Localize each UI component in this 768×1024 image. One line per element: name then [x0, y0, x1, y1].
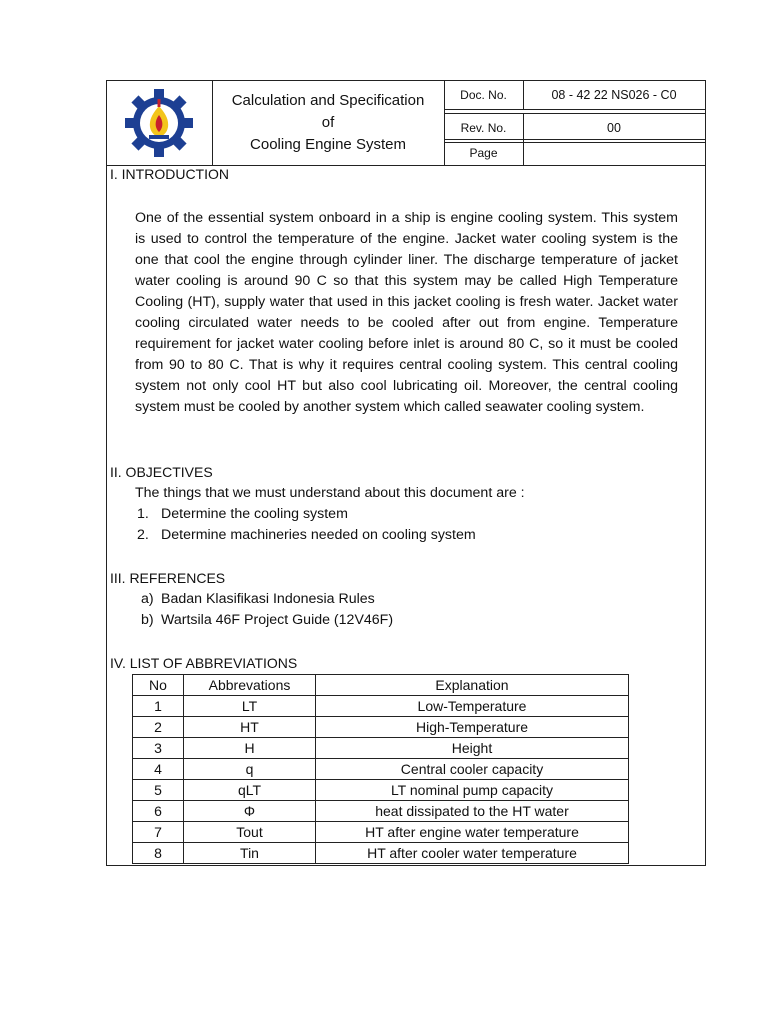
abbreviations-table	[132, 674, 629, 864]
cell-abbreviation: qLT	[184, 780, 316, 801]
doc-no-value: 08 - 42 22 NS026 - C0	[551, 88, 677, 102]
rev-no-value: 00	[607, 121, 621, 135]
rev-no-label: Rev. No.	[444, 114, 524, 142]
cell-abbreviation: Tin	[184, 843, 316, 864]
cell-no: 3	[133, 738, 184, 759]
institution-logo	[107, 81, 212, 165]
reference-item-b: Wartsila 46F Project Guide (12V46F)	[161, 612, 394, 628]
cell-no: 1	[133, 696, 184, 717]
references-heading: III. REFERENCES	[110, 570, 226, 586]
cell-abbreviation: HT	[184, 717, 316, 738]
cell-explanation: Central cooler capacity	[316, 759, 629, 780]
column-header-no: No	[133, 675, 184, 696]
reference-item-a: Badan Klasifikasi Indonesia Rules	[161, 591, 375, 607]
abbreviations-heading: IV. LIST OF ABBREVIATIONS	[110, 655, 298, 671]
introduction-paragraph: One of the essential system onboard in a ship is engine cooling system. This system is used to control the temperature of the engine. Jacket water cooling system is the one that cool the engine through cylinder liner. The discharge temperature of jacket water cooling is around 90 C so that this system may be called High Temperature Cooling (HT), supply water that used in this jacket cooling is fresh water. Jacket water cooling circulated water needs to be cooled after out from engine. Temperature requirement for jacket water cooling before inlet is around 80 C, so it must be cooled from 90 to 80 C. That is why it requires central cooling system. This central cooling system not only cool HT but also cool lubricating oil. Moreover, the central cooling system must be cooled by another system which called seawater cooling system.	[135, 210, 678, 415]
table-row	[133, 738, 629, 759]
cell-no: 4	[133, 759, 184, 780]
cell-no: 8	[133, 843, 184, 864]
column-header-abbreviation: Abbrevations	[184, 675, 316, 696]
table-row	[133, 822, 629, 843]
table-row	[133, 717, 629, 738]
objectives-heading: II. OBJECTIVES	[110, 464, 213, 480]
cell-no: 2	[133, 717, 184, 738]
cell-no: 6	[133, 801, 184, 822]
objective-item-1-marker: 1.	[137, 506, 149, 522]
document-header	[107, 81, 705, 166]
doc-no-row	[444, 81, 705, 110]
objective-item-1: Determine the cooling system	[161, 506, 348, 522]
page-row	[444, 140, 705, 165]
objective-item-2: Determine machineries needed on cooling system	[161, 527, 476, 543]
objective-item-2-marker: 2.	[137, 527, 149, 543]
table-header-row	[133, 675, 629, 696]
cell-no: 7	[133, 822, 184, 843]
title-line-3: Cooling Engine System	[250, 136, 406, 153]
page-label: Page	[444, 140, 524, 165]
table-row	[133, 759, 629, 780]
cell-explanation: HT after cooler water temperature	[316, 843, 629, 864]
cell-abbreviation: Φ	[184, 801, 316, 822]
cell-explanation: HT after engine water temperature	[316, 822, 629, 843]
cell-explanation: LT nominal pump capacity	[316, 780, 629, 801]
cell-abbreviation: LT	[184, 696, 316, 717]
title-line-2: of	[321, 114, 335, 131]
page-value	[523, 140, 705, 165]
table-row	[133, 780, 629, 801]
column-header-explanation: Explanation	[316, 675, 629, 696]
doc-no-label: Doc. No.	[444, 81, 524, 109]
table-row	[133, 843, 629, 864]
cell-explanation: heat dissipated to the HT water	[316, 801, 629, 822]
introduction-heading: I. INTRODUCTION	[110, 166, 229, 182]
cell-abbreviation: Tout	[184, 822, 316, 843]
cell-no: 5	[133, 780, 184, 801]
reference-item-a-marker: a)	[141, 591, 154, 607]
title-line-1: Calculation and Specification	[231, 92, 425, 109]
cell-explanation: High-Temperature	[316, 717, 629, 738]
document-page	[106, 80, 706, 866]
institution-logo-cell	[107, 81, 213, 165]
table-row	[133, 801, 629, 822]
cell-abbreviation: q	[184, 759, 316, 780]
document-title	[212, 81, 445, 165]
objectives-intro: The things that we must understand about this document are :	[135, 485, 525, 501]
cell-abbreviation: H	[184, 738, 316, 759]
table-row	[133, 696, 629, 717]
cell-explanation: Low-Temperature	[316, 696, 629, 717]
cell-explanation: Height	[316, 738, 629, 759]
reference-item-b-marker: b)	[141, 612, 154, 628]
